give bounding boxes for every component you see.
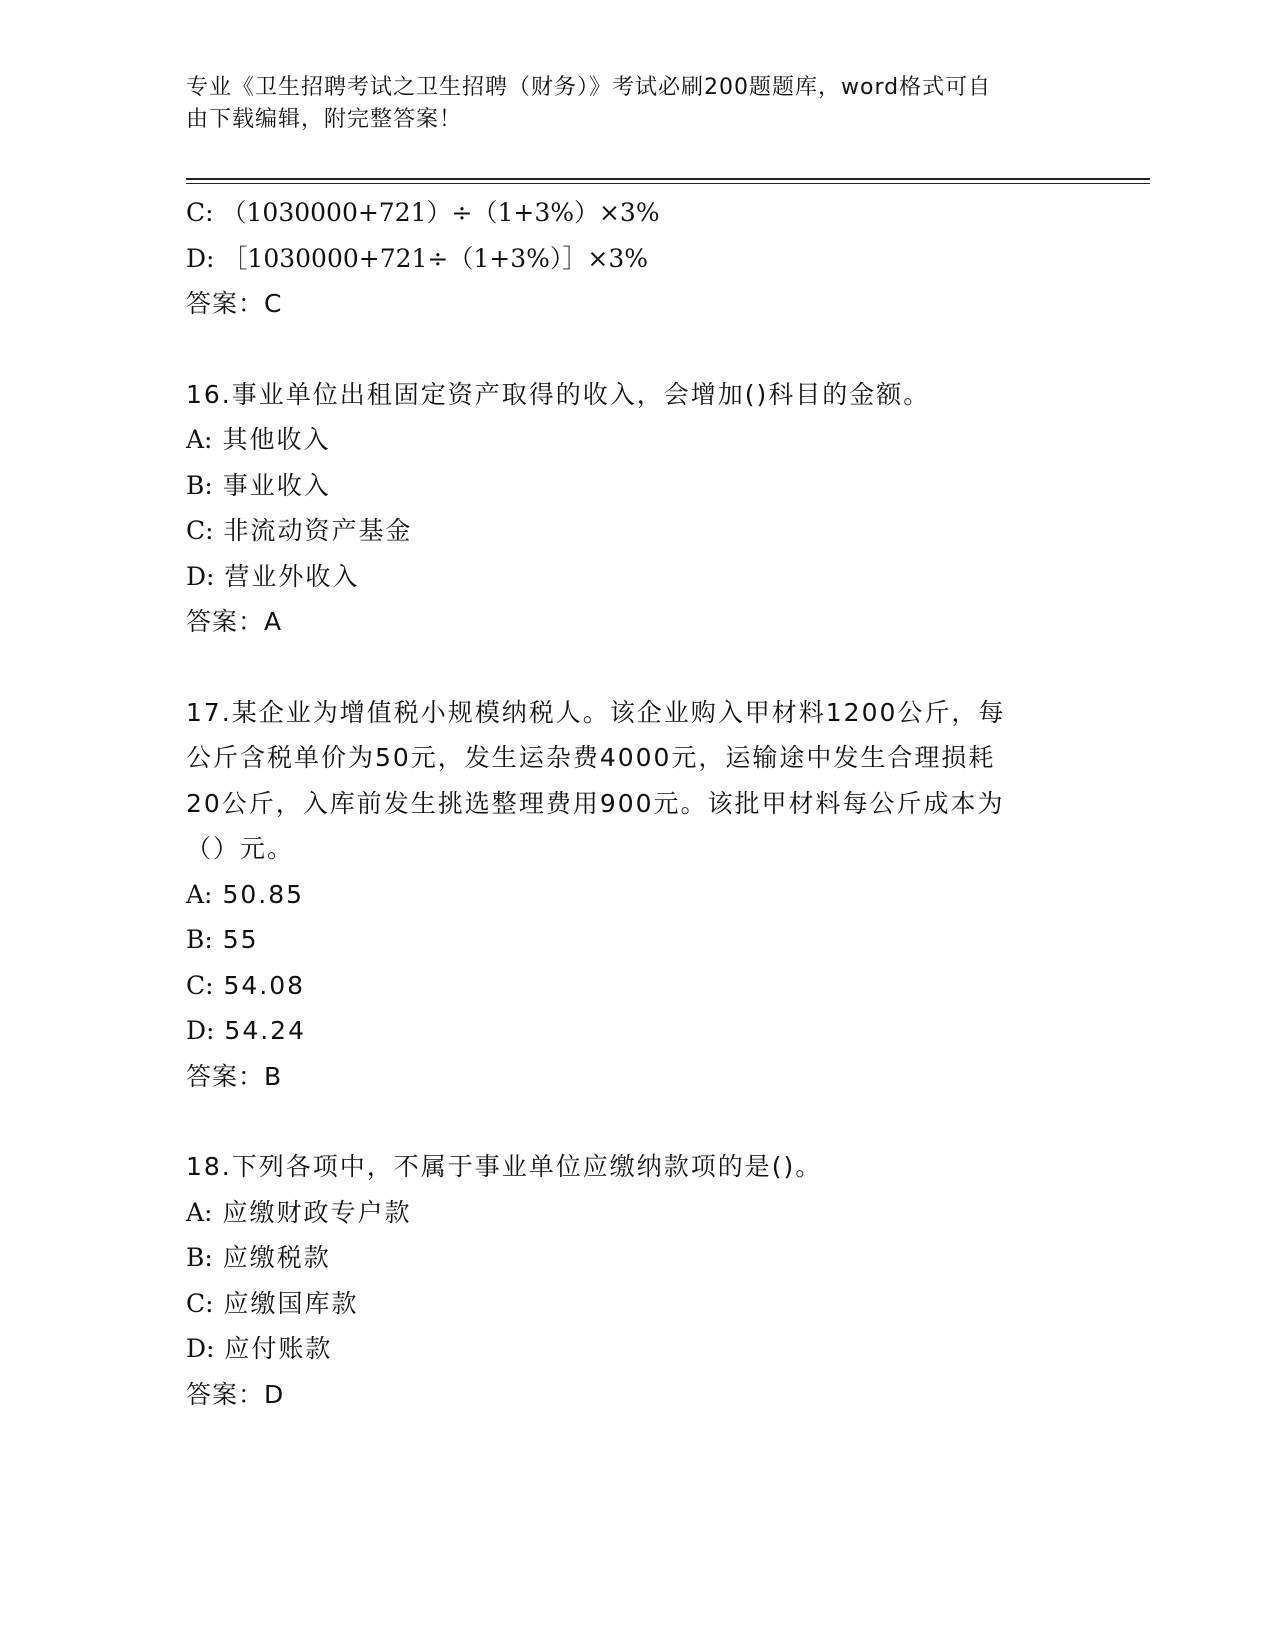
option-c [186,963,1086,1009]
option-c [186,190,1086,236]
option-text: 非流动资产基金 [223,516,413,545]
header-divider-thick [186,178,1150,180]
option-b [186,917,1086,963]
option-a [186,417,1086,463]
option-label: B: [186,1243,213,1272]
question-text-line-3: 20公斤，入库前发生挑选整理费用900元。该批甲材料每公斤成本为 [186,788,1005,818]
option-d [186,554,1086,600]
question-15-continued [186,190,1086,327]
answer-line: 答案：B [186,1061,283,1091]
option-label: B: [186,925,213,954]
option-text: 应付账款 [224,1334,333,1363]
option-text: 50.85 [222,879,305,909]
spacer [186,645,1086,690]
option-d [186,1008,1086,1054]
answer-line: 答案：D [186,1379,285,1409]
option-c [186,1281,1086,1327]
answer-line: 答案：A [186,607,283,636]
option-label: D: [186,1334,215,1363]
question-text-line-2: 公斤含税单价为50元，发生运杂费4000元，运输途中发生合理损耗 [186,743,996,772]
option-text: 55 [222,925,259,954]
question-text: 16.事业单位出租固定资产取得的收入，会增加()科目的金额。 [186,379,931,409]
option-text: 事业收入 [222,470,331,500]
option-text: （1030000+721）÷（1+3%）×3% [221,198,660,227]
option-text: 54.24 [224,1016,306,1045]
option-label: C: [186,198,214,227]
option-label: D: [186,243,215,273]
option-label: B: [186,470,213,500]
option-a [186,872,1086,918]
option-label: A: [186,425,213,454]
question-list [186,190,1086,1417]
option-a [186,1190,1086,1236]
option-b [186,1235,1086,1281]
option-text: 其他收入 [222,425,331,454]
header-title-line-2: 由下载编辑，附完整答案！ [186,107,463,132]
option-text: 应缴国库款 [223,1288,359,1318]
question-text-line-1: 17.某企业为增值税小规模纳税人。该企业购入甲材料1200公斤，每 [186,697,1006,727]
option-text: 应缴税款 [222,1243,331,1272]
spacer [186,327,1086,372]
option-text: 应缴财政专户款 [222,1197,412,1227]
option-text: 54.08 [223,970,306,1000]
question-text-line-4: （）元。 [186,834,295,863]
option-text: 营业外收入 [224,561,360,591]
answer-line: 答案：C [186,289,283,318]
header-title-line-1: 专业《卫生招聘考试之卫生招聘（财务）》考试必刷200题题库，word格式可自 [186,75,992,100]
option-b [186,463,1086,509]
option-label: D: [186,1016,215,1045]
option-label: C: [186,516,214,545]
option-label: D: [186,561,215,591]
option-d [186,236,1086,282]
question-16 [186,372,1086,645]
option-d [186,1326,1086,1372]
option-text: ［1030000+721÷（1+3%）］×3% [222,243,648,273]
document-header [186,72,1066,136]
option-label: A: [186,879,213,909]
question-18 [186,1144,1086,1417]
question-text: 18.下列各项中，不属于事业单位应缴纳款项的是()。 [186,1152,823,1181]
question-17 [186,690,1086,1100]
option-c [186,508,1086,554]
option-label: C: [186,1288,214,1318]
option-label: A: [186,1197,213,1227]
header-divider-thin [186,183,1150,184]
spacer [186,1099,1086,1144]
option-label: C: [186,970,214,1000]
